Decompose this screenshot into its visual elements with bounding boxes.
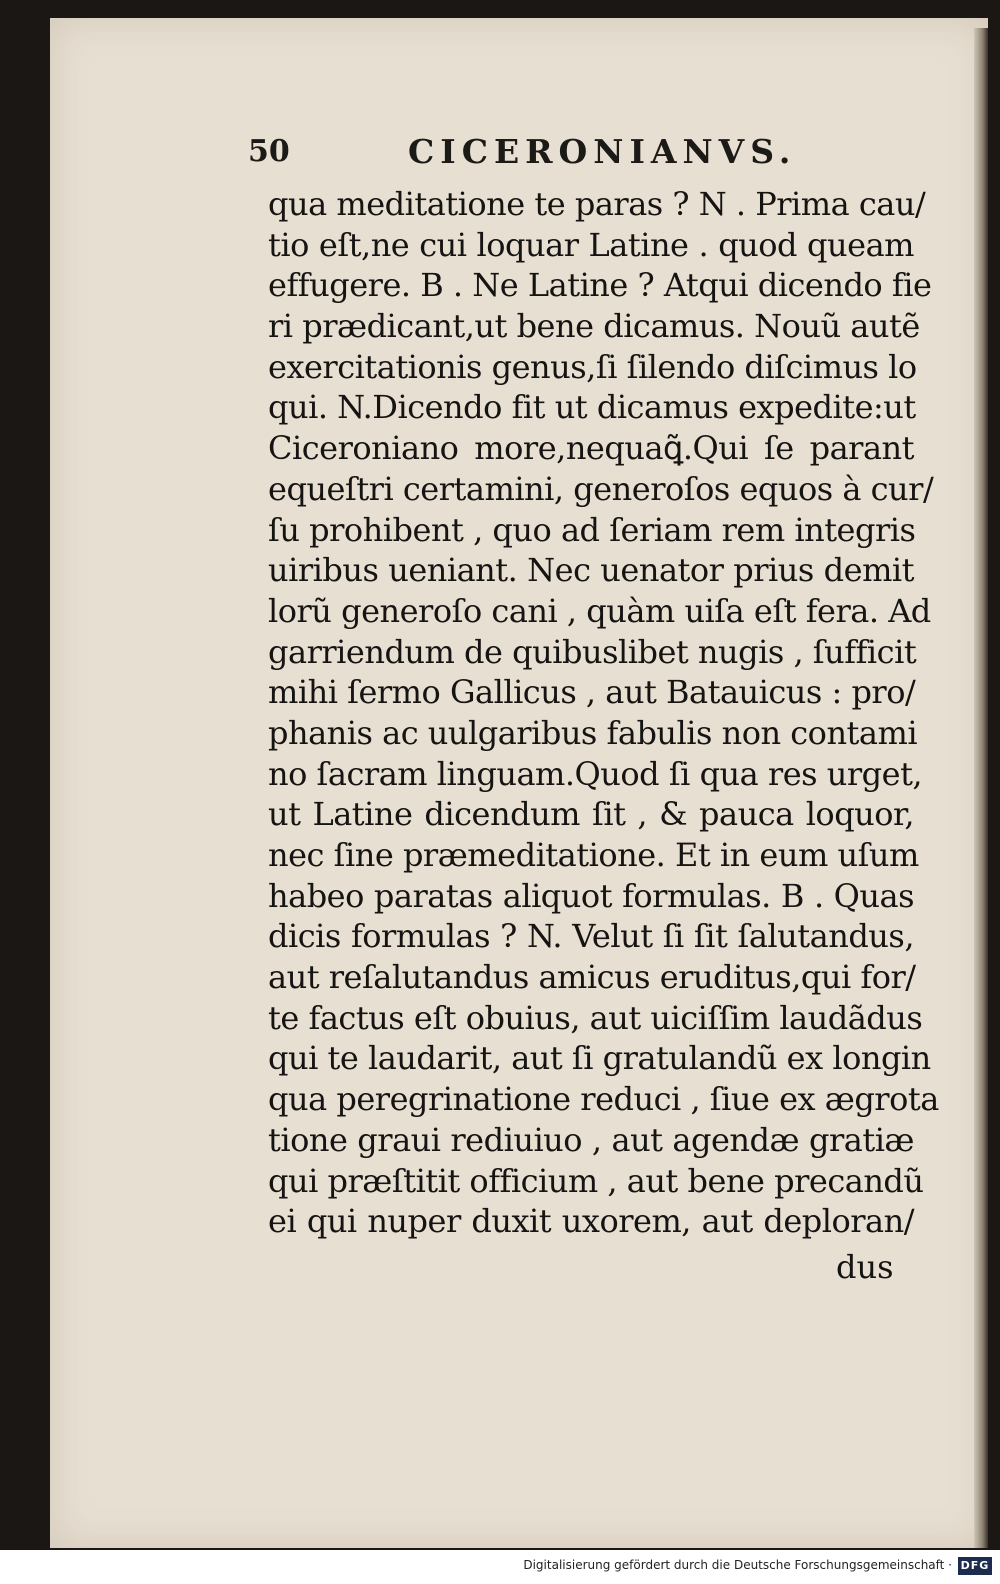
text-line: qui. N.Dicendo fit ut dicamus expedite:ut [268, 388, 916, 427]
text-line: phanis ac uulgaribus fabulis non contami [268, 713, 918, 752]
text-line: effugere. B . Ne Latine ? Atqui dicendo fie [268, 266, 932, 305]
text-line: habeo paratas aliquot formulas. B . Quas [268, 876, 914, 915]
page-number: 50 [248, 134, 290, 169]
text-line: aut reſalutandus amicus eruditus,qui for/ [268, 958, 916, 997]
running-head [248, 132, 808, 176]
text-line: no ſacram linguam.Quod ſi qua res urget, [268, 754, 923, 793]
footer-bar [0, 1550, 1000, 1584]
text-line: ſu prohibent , quo ad ſeriam rem integris [268, 510, 916, 549]
text-line: qua peregrinatione reduci , ſiue ex ægrota [268, 1080, 939, 1119]
text-line: uiribus ueniant. Nec uenator prius demit [268, 551, 914, 590]
text-line: dicis formulas ? N. Velut ſi ſit ſalutandus, [268, 917, 914, 956]
text-line: garriendum de quibuslibet nugis , ſufficit [268, 632, 917, 671]
footer-credit: Digitalisierung gefördert durch die Deutsche Forschungsgemeinschaft · [523, 1558, 952, 1572]
dfg-logo: DFG [958, 1557, 992, 1575]
text-line: ut Latine dicendum ſit , & pauca loquor, [268, 795, 914, 834]
text-line: mihi ſermo Gallicus , aut Batauicus : pro/ [268, 673, 916, 712]
text-line: nec ſine præmeditatione. Et in eum uſum [268, 836, 919, 874]
text-line: equeſtri certamini, generoſos equos à cur/ [268, 469, 934, 508]
text-line: te factus eſt obuius, aut uiciſſim laudãdus [268, 998, 923, 1037]
text-line: qui præſtitit officium , aut bene precandũ [268, 1161, 924, 1200]
page-edge [974, 28, 988, 1548]
text-line: qua meditatione te paras ? N . Prima cau/ [268, 185, 926, 223]
text-line: ri prædicant,ut bene dicamus. Nouũ autẽ [268, 307, 920, 346]
text-line: tione graui rediuiuo , aut agendæ gratiæ [268, 1120, 914, 1159]
text-line: ei qui nuper duxit uxorem, aut deploran/ [268, 1202, 914, 1241]
text-line: lorũ generoſo cani , quàm uiſa eſt fera. Ad [268, 591, 931, 630]
text-line: Ciceroniano more,nequaꝗ̃.Qui ſe parant [268, 429, 914, 468]
text-line: exercitationis genus,ſi ſilendo diſcimus lo [268, 347, 917, 386]
text-block [268, 184, 939, 1242]
catchword: dus [836, 1248, 894, 1286]
running-title: CICERONIANVS. [408, 132, 797, 171]
text-line: tio eſt,ne cui loquar Latine . quod queam [268, 225, 914, 264]
text-line: qui te laudarit, aut ſi gratulandũ ex longin [268, 1039, 931, 1078]
